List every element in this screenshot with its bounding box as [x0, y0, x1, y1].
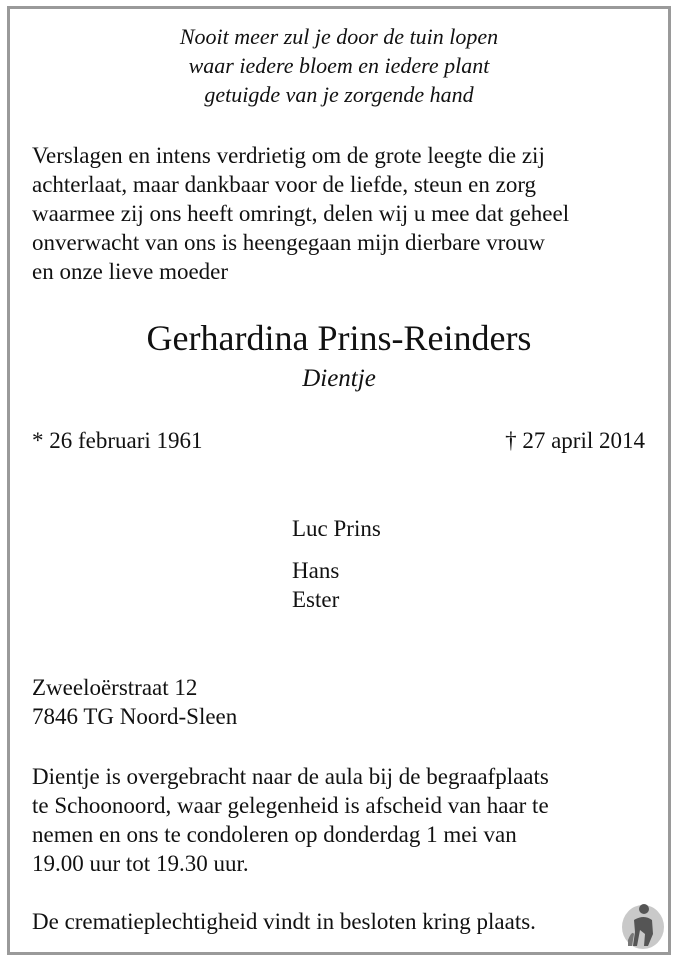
- cremation-line: De crematieplechtigheid vindt in besloten kring plaats.: [32, 909, 536, 934]
- address-line: Zweeloërstraat 12: [32, 675, 198, 700]
- intro-line: onverwacht van ons is heengegaan mijn dierbare vrouw: [32, 230, 545, 255]
- intro-paragraph: [32, 141, 569, 286]
- visitation-line: te Schoonoord, waar gelegenheid is afscheid van haar te: [32, 793, 549, 818]
- poem: [0, 22, 678, 109]
- intro-line: achterlaat, maar dankbaar voor de liefde, steun en zorg: [32, 172, 537, 197]
- poem-line: Nooit meer zul je door de tuin lopen: [179, 24, 499, 49]
- visitation-line: 19.00 uur tot 19.30 uur.: [32, 851, 249, 876]
- family-child: Ester: [292, 587, 340, 612]
- deceased-name: Gerhardina Prins-Reinders: [146, 318, 532, 358]
- memorial-figure-icon: [620, 900, 666, 950]
- poem-line: waar iedere bloem en iedere plant: [188, 53, 490, 78]
- visitation-paragraph: [32, 762, 549, 878]
- family-child: Hans: [292, 558, 340, 583]
- visitation-line: Dientje is overgebracht naar de aula bij de begraafplaats: [32, 764, 549, 789]
- poem-line: getuigde van je zorgende hand: [204, 82, 474, 107]
- intro-line: en onze lieve moeder: [32, 259, 229, 284]
- birth-date: * 26 februari 1961: [32, 428, 203, 453]
- address-line: 7846 TG Noord-Sleen: [32, 704, 238, 729]
- address: [32, 673, 237, 731]
- intro-line: Verslagen en intens verdrietig om de grote leegte die zij: [32, 143, 545, 168]
- visitation-line: nemen en ons te condoleren op donderdag 1 mei van: [32, 822, 517, 847]
- family-children: [292, 556, 339, 614]
- deceased-nickname: Dientje: [302, 365, 376, 392]
- family-spouse: Luc Prins: [292, 516, 381, 541]
- intro-line: waarmee zij ons heeft omringt, delen wij u mee dat geheel: [32, 201, 570, 226]
- death-date: † 27 april 2014: [505, 428, 645, 453]
